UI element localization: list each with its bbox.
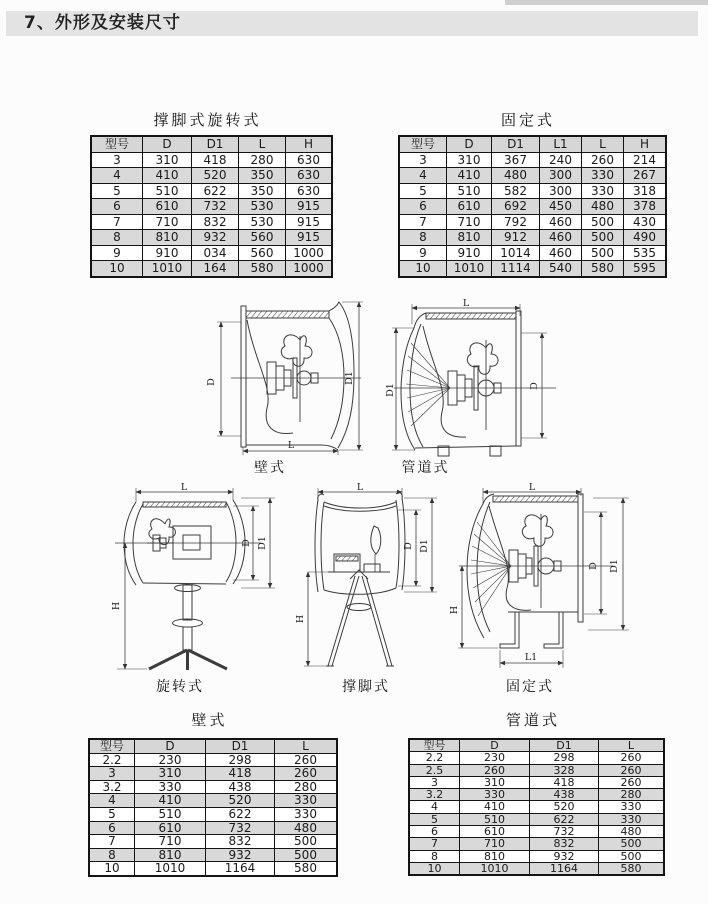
table-cell: 280: [239, 152, 286, 168]
table-cell: 6: [399, 199, 447, 215]
table-cell: 2.2: [89, 753, 135, 767]
table-row: [409, 752, 664, 764]
table-cell: 610: [135, 821, 206, 835]
table-row: [91, 261, 332, 277]
table-cell: 520: [206, 794, 275, 808]
table-cell: 330: [275, 794, 338, 808]
table-cell: 6: [409, 826, 460, 838]
table-cell: 6: [89, 821, 135, 835]
table-row: [399, 199, 666, 215]
table-cell: 8: [91, 230, 143, 246]
dim-label-d: D: [588, 562, 599, 570]
table-cell: 630: [286, 152, 333, 168]
duct-dimensions-table: [408, 738, 665, 876]
table-cell: 500: [582, 245, 624, 261]
table-cell: 560: [239, 245, 286, 261]
table-cell: 310: [135, 767, 206, 781]
table-cell: 450: [540, 199, 582, 215]
table-cell: 8: [409, 850, 460, 862]
table-cell: 8: [89, 848, 135, 862]
table-cell: 3: [91, 152, 143, 168]
table-cell: 034: [192, 245, 239, 261]
table-cell: 6: [91, 199, 143, 215]
dim-label-d: D: [529, 382, 540, 390]
column-header: L: [275, 739, 338, 753]
dim-label-d: D: [241, 539, 252, 547]
table-cell: 510: [135, 807, 206, 821]
table-cell: 260: [599, 752, 665, 764]
table-cell: 10: [89, 862, 135, 876]
table-cell: 240: [540, 152, 582, 168]
table-row: [409, 862, 664, 875]
table-row: [89, 753, 337, 767]
column-header: 型号: [91, 136, 143, 152]
table-cell: 710: [143, 214, 192, 230]
table-cell: 418: [192, 152, 239, 168]
table-row: [89, 807, 337, 821]
table-cell: 480: [492, 168, 540, 184]
table-row: [89, 767, 337, 781]
table-cell: 832: [192, 214, 239, 230]
table-cell: 10: [399, 261, 447, 277]
table-row: [409, 801, 664, 813]
table-cell: 5: [409, 813, 460, 825]
table-cell: 490: [624, 230, 667, 246]
table-cell: 330: [460, 789, 530, 801]
table-cell: 10: [91, 261, 143, 277]
table-cell: 622: [530, 813, 599, 825]
table-cell: 510: [460, 813, 530, 825]
table-cell: 1114: [492, 261, 540, 277]
table-cell: 480: [599, 826, 665, 838]
table-cell: 2.5: [409, 764, 460, 776]
table-cell: 4: [399, 168, 447, 184]
table-cell: 7: [399, 214, 447, 230]
table-cell: 500: [599, 850, 665, 862]
column-header: D: [460, 739, 530, 752]
fixed-dimensions-table: [398, 135, 667, 278]
table-row: [409, 789, 664, 801]
dim-label-d1: D1: [385, 383, 396, 397]
table-cell: 692: [492, 199, 540, 215]
column-header: L1: [540, 136, 582, 152]
table-cell: 9: [399, 245, 447, 261]
header-row: [91, 136, 332, 152]
column-header: D1: [206, 739, 275, 753]
leg-rotary-dimensions-table: [90, 135, 333, 278]
table-cell: 378: [624, 199, 667, 215]
table-cell: 535: [624, 245, 667, 261]
dim-label-l: L: [287, 440, 295, 451]
table-row: [409, 764, 664, 776]
table-cell: 330: [135, 780, 206, 794]
table-cell: 260: [599, 764, 665, 776]
table-cell: 540: [540, 261, 582, 277]
column-header: L: [239, 136, 286, 152]
table-cell: 3.2: [409, 789, 460, 801]
table-cell: 164: [192, 261, 239, 277]
table-cell: 438: [206, 780, 275, 794]
table-cell: 5: [89, 807, 135, 821]
table-cell: 298: [206, 753, 275, 767]
table-cell: 430: [624, 214, 667, 230]
table-cell: 582: [492, 183, 540, 199]
wall-dimensions-table: [88, 738, 338, 877]
dim-label-d1: D1: [419, 539, 430, 553]
table-cell: 832: [206, 835, 275, 849]
table-cell: 732: [206, 821, 275, 835]
column-header: L: [599, 739, 665, 752]
table-cell: 4: [91, 168, 143, 184]
dim-label-d: D: [206, 378, 217, 386]
table-row: [89, 794, 337, 808]
table-cell: 7: [409, 838, 460, 850]
duct-type-diagram: [385, 298, 560, 458]
table-cell: 595: [624, 261, 667, 277]
table-row: [91, 230, 332, 246]
table-cell: 318: [624, 183, 667, 199]
table-row: [89, 821, 337, 835]
dim-label-d1: D1: [609, 559, 620, 573]
table-cell: 418: [206, 767, 275, 781]
table-cell: 260: [275, 767, 338, 781]
table-cell: 910: [143, 245, 192, 261]
scan-edge-strip: [505, 0, 708, 5]
dim-label-h: H: [449, 605, 460, 615]
table-cell: 810: [460, 850, 530, 862]
table-cell: 260: [599, 776, 665, 788]
table-cell: 932: [192, 230, 239, 246]
table-row: [91, 245, 332, 261]
duct-table-title: 管道式: [505, 711, 560, 729]
table-cell: 732: [192, 199, 239, 215]
table-cell: 910: [447, 245, 492, 261]
table-cell: 500: [599, 838, 665, 850]
table-cell: 460: [540, 245, 582, 261]
dim-label-d1: D1: [257, 536, 268, 550]
table-cell: 580: [275, 862, 338, 876]
table-row: [399, 214, 666, 230]
dim-label-l: L: [528, 482, 536, 493]
header-row: [399, 136, 666, 152]
table-cell: 367: [492, 152, 540, 168]
table-cell: 298: [530, 752, 599, 764]
section-title: 7、外形及安装尺寸: [6, 11, 698, 36]
dim-label-l: L: [462, 298, 470, 309]
table-cell: 4: [89, 794, 135, 808]
table-row: [399, 168, 666, 184]
table-row: [409, 776, 664, 788]
table-cell: 7: [91, 214, 143, 230]
table-cell: 810: [447, 230, 492, 246]
table-cell: 410: [447, 168, 492, 184]
table-cell: 510: [447, 183, 492, 199]
table-cell: 1000: [286, 245, 333, 261]
table-cell: 912: [492, 230, 540, 246]
table-row: [89, 848, 337, 862]
table-row: [409, 838, 664, 850]
fixed-table-title: 固定式: [500, 111, 555, 129]
table-row: [399, 230, 666, 246]
leg-type-diagram: [295, 482, 446, 674]
table-cell: 500: [582, 230, 624, 246]
table-cell: 2.2: [409, 752, 460, 764]
table-row: [91, 199, 332, 215]
table-cell: 710: [447, 214, 492, 230]
table-cell: 280: [275, 780, 338, 794]
table-row: [409, 826, 664, 838]
table-cell: 580: [239, 261, 286, 277]
table-cell: 7: [89, 835, 135, 849]
rotary-type-diagram: [103, 482, 283, 674]
table-cell: 1164: [530, 862, 599, 875]
table-cell: 310: [460, 776, 530, 788]
column-header: D: [135, 739, 206, 753]
table-cell: 510: [143, 183, 192, 199]
table-cell: 630: [286, 168, 333, 184]
table-cell: 610: [143, 199, 192, 215]
table-row: [89, 780, 337, 794]
table-row: [89, 835, 337, 849]
wall-type-diagram: [203, 300, 368, 455]
wall-table-title: 壁式: [191, 711, 228, 729]
wall-type-label: 壁式: [254, 460, 286, 476]
table-cell: 3: [409, 776, 460, 788]
table-cell: 410: [135, 794, 206, 808]
table-cell: 350: [239, 168, 286, 184]
table-cell: 438: [530, 789, 599, 801]
table-cell: 1000: [286, 261, 333, 277]
column-header: 型号: [409, 739, 460, 752]
table-cell: 732: [530, 826, 599, 838]
table-cell: 500: [582, 214, 624, 230]
table-cell: 622: [192, 183, 239, 199]
table-cell: 330: [275, 807, 338, 821]
table-cell: 832: [530, 838, 599, 850]
table-cell: 4: [409, 801, 460, 813]
table-row: [91, 214, 332, 230]
table-cell: 1010: [460, 862, 530, 875]
fixed-type-diagram: [449, 482, 648, 674]
table-cell: 260: [460, 764, 530, 776]
table-cell: 310: [143, 152, 192, 168]
table-row: [399, 183, 666, 199]
table-cell: 480: [582, 199, 624, 215]
table-cell: 500: [275, 848, 338, 862]
table-cell: 260: [275, 753, 338, 767]
table-cell: 214: [624, 152, 667, 168]
table-row: [399, 261, 666, 277]
table-cell: 710: [460, 838, 530, 850]
table-cell: 230: [135, 753, 206, 767]
table-cell: 710: [135, 835, 206, 849]
table-cell: 267: [624, 168, 667, 184]
table-row: [91, 168, 332, 184]
column-header: 型号: [399, 136, 447, 152]
table-cell: 460: [540, 214, 582, 230]
table-cell: 580: [599, 862, 665, 875]
table-cell: 3: [399, 152, 447, 168]
header-row: [89, 739, 337, 753]
table-cell: 915: [286, 214, 333, 230]
table-cell: 280: [599, 789, 665, 801]
dim-label-d1: D1: [344, 371, 355, 385]
table-cell: 410: [460, 801, 530, 813]
table-row: [91, 152, 332, 168]
duct-type-label: 管道式: [401, 460, 450, 476]
table-cell: 5: [399, 183, 447, 199]
table-cell: 328: [530, 764, 599, 776]
column-header: H: [624, 136, 667, 152]
table-cell: 480: [275, 821, 338, 835]
table-cell: 810: [135, 848, 206, 862]
table-cell: 9: [91, 245, 143, 261]
table-cell: 330: [582, 183, 624, 199]
table-cell: 330: [599, 813, 665, 825]
table-cell: 530: [239, 199, 286, 215]
dim-label-d: D: [403, 542, 414, 550]
table-cell: 580: [582, 261, 624, 277]
dim-label-l1: L1: [524, 652, 538, 663]
table-cell: 610: [460, 826, 530, 838]
table-cell: 230: [460, 752, 530, 764]
table-cell: 330: [582, 168, 624, 184]
column-header: D: [143, 136, 192, 152]
table-cell: 520: [192, 168, 239, 184]
table-cell: 1164: [206, 862, 275, 876]
table-row: [91, 183, 332, 199]
dim-label-h: H: [295, 614, 306, 624]
table-row: [409, 850, 664, 862]
table-cell: 792: [492, 214, 540, 230]
table-cell: 932: [530, 850, 599, 862]
table-cell: 460: [540, 230, 582, 246]
table-cell: 1014: [492, 245, 540, 261]
table-cell: 915: [286, 199, 333, 215]
table-cell: 260: [582, 152, 624, 168]
table-row: [89, 862, 337, 876]
table-cell: 8: [399, 230, 447, 246]
table-row: [399, 245, 666, 261]
table-cell: 3.2: [89, 780, 135, 794]
table-cell: 300: [540, 168, 582, 184]
table-cell: 350: [239, 183, 286, 199]
column-header: D1: [492, 136, 540, 152]
table-cell: 915: [286, 230, 333, 246]
fixed-type-label: 固定式: [506, 679, 554, 695]
table-cell: 330: [599, 801, 665, 813]
table-cell: 310: [447, 152, 492, 168]
table-cell: 530: [239, 214, 286, 230]
table-cell: 1010: [135, 862, 206, 876]
table-cell: 520: [530, 801, 599, 813]
leg-rotary-table-title: 撑脚式旋转式: [153, 111, 262, 129]
table-row: [409, 813, 664, 825]
header-row: [409, 739, 664, 752]
table-cell: 300: [540, 183, 582, 199]
column-header: D1: [192, 136, 239, 152]
table-cell: 1010: [143, 261, 192, 277]
table-cell: 3: [89, 767, 135, 781]
table-cell: 1010: [447, 261, 492, 277]
table-cell: 560: [239, 230, 286, 246]
table-cell: 932: [206, 848, 275, 862]
table-cell: 410: [143, 168, 192, 184]
table-cell: 5: [91, 183, 143, 199]
rotary-type-label: 旋转式: [156, 679, 204, 695]
leg-type-label: 撑脚式: [342, 679, 390, 695]
column-header: 型号: [89, 739, 135, 753]
table-cell: 418: [530, 776, 599, 788]
table-cell: 610: [447, 199, 492, 215]
dim-label-h: H: [111, 601, 122, 611]
table-cell: 810: [143, 230, 192, 246]
column-header: D1: [530, 739, 599, 752]
table-cell: 630: [286, 183, 333, 199]
column-header: H: [286, 136, 333, 152]
table-cell: 10: [409, 862, 460, 875]
column-header: L: [582, 136, 624, 152]
table-row: [399, 152, 666, 168]
dim-label-l: L: [180, 482, 188, 493]
dim-label-l: L: [356, 482, 364, 493]
table-cell: 500: [275, 835, 338, 849]
table-cell: 622: [206, 807, 275, 821]
column-header: D: [447, 136, 492, 152]
